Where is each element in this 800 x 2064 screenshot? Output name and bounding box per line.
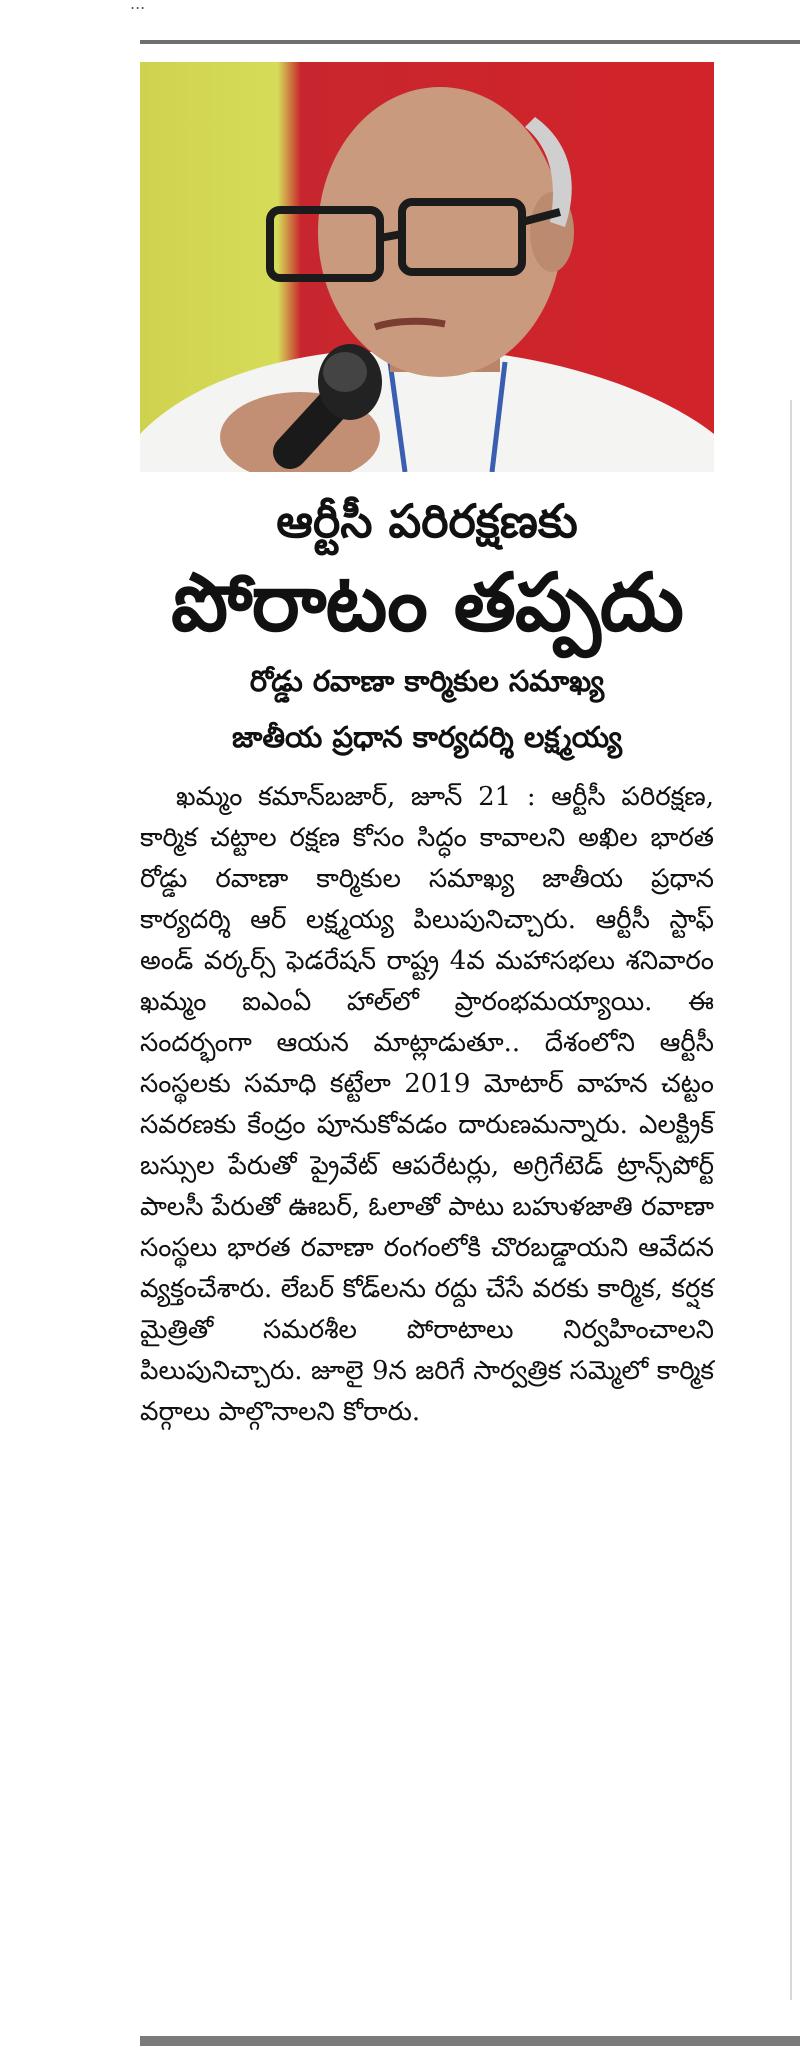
article-photo: [140, 62, 714, 472]
article-body: ఖమ్మం కమాన్‌బజార్, జూన్ 21 : ఆర్టీసీ పరిరక్షణ, కార్మిక చట్టాల రక్షణ కోసం సిద్ధం కావాలని అఖిల భారత రోడ్డు రవాణా కార్మికుల సమాఖ్య జాతీయ ప్రధాన కార్యదర్శి ఆర్ లక్ష్మయ్య పిలుపునిచ్చారు. ఆర్టీసీ స్టాఫ్ అండ్ వర్కర్స్ ఫెడరేషన్ రాష్ట్ర 4వ మహాసభలు శనివారం ఖమ్మం ఐఎంఏ హాల్‌లో ప్రారంభమయ్యాయి. ఈ సందర్భంగా ఆయన మాట్లాడుతూ.. దేశంలోని ఆర్టీసీ సంస్థలకు సమాధి కట్టేలా 2019 మోటార్ వాహన చట్టం సవరణకు కేంద్రం పూనుకోవడం దారుణమన్నారు. ఎలక్ట్రిక్ బస్సుల పేరుతో ప్రైవేట్ ఆపరేటర్లు, అగ్రిగేటెడ్ ట్రాన్స్‌పోర్ట్ పాలసీ పేరుతో ఊబర్, ఓలాతో పాటు బహుళజాతి రవాణా సంస్థలు భారత రవాణా రంగంలోకి చొరబడ్డాయని ఆవేదన వ్యక్తంచేశారు. లేబర్ కోడ్‌లను రద్దు చేసే వరకు కార్మిక, కర్షక మైత్రితో సమరశీల పోరాటాలు నిర్వహించాలని పిలుపునిచ్చారు. జూలై 9న జరిగే సార్వత్రిక సమ్మెలో కార్మిక వర్గాలు పాల్గొనాలని కోరారు.: [140, 782, 714, 1427]
previous-article-cut-text: ...: [130, 0, 146, 10]
article: [140, 485, 714, 1433]
bottom-divider: [140, 2036, 800, 2046]
speaker-illustration: [140, 62, 714, 472]
article-subhead-line-2: జాతీయ ప్రధాన కార్యదర్శి లక్ష్మయ్య: [231, 720, 622, 754]
column-edge: [790, 400, 792, 2000]
article-subhead-line-1: రోడ్డు రవాణా కార్మికుల సమాఖ్య: [249, 664, 605, 698]
article-headline: పోరాటం తప్పదు: [171, 556, 683, 649]
article-kicker: ఆర్టీసీ పరిరక్షణకు: [276, 494, 578, 548]
top-divider: [140, 40, 800, 44]
